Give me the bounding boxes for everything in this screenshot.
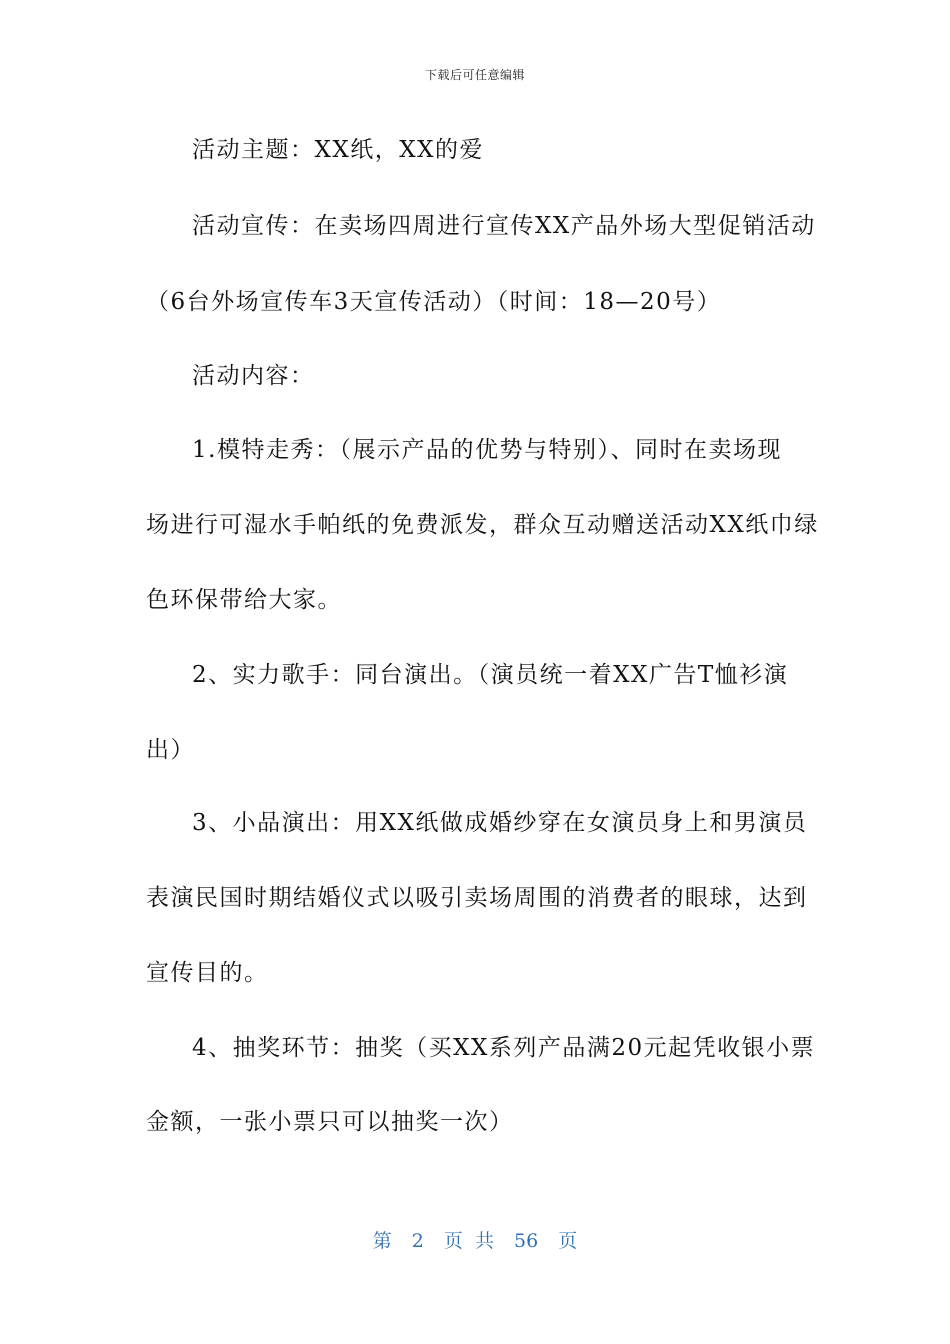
text-line-promotion: 活动宣传：在卖场四周进行宣传XX产品外场大型促销活动 (192, 213, 816, 239)
text-line-item3-end: 宣传目的。 (146, 960, 269, 986)
text-line-item3-cont: 表演民国时期结婚仪式以吸引卖场周围的消费者的眼球，达到 (146, 885, 808, 911)
footer-suffix: 页 (558, 1230, 578, 1252)
footer-middle: 页 共 (443, 1230, 494, 1252)
text-line-theme: 活动主题：XX纸，XX的爱 (192, 137, 484, 163)
text-line-item2: 2、实力歌手：同台演出。（演员统一着XX广告T恤衫演 (192, 662, 789, 688)
text-line-item4-end: 金额，一张小票只可以抽奖一次） (146, 1109, 514, 1135)
text-line-item1: 1.模特走秀：（展示产品的优势与特别）、同时在卖场现 (192, 437, 782, 463)
text-line-promotion-cont: （6台外场宣传车3天宣传活动）（时间：18—20号） (146, 289, 722, 315)
text-line-item1-end: 色环保带给大家。 (146, 587, 342, 613)
text-line-content-heading: 活动内容： (192, 363, 315, 389)
text-line-item4: 4、抽奖环节：抽奖（买XX系列产品满20元起凭收银小票 (192, 1035, 816, 1061)
text-line-item1-cont: 场进行可湿水手帕纸的免费派发，群众互动赠送活动XX纸巾绿 (146, 512, 819, 538)
footer-total-pages: 56 (514, 1230, 539, 1252)
footer-prefix: 第 (372, 1230, 392, 1252)
text-line-item3: 3、小品演出：用XX纸做成婚纱穿在女演员身上和男演员 (192, 810, 808, 836)
footer-page-number: 2 (411, 1230, 424, 1252)
page-footer (0, 1226, 950, 1253)
text-line-item2-end: 出） (146, 737, 195, 763)
page-header-note: 下载后可任意编辑 (424, 68, 525, 82)
